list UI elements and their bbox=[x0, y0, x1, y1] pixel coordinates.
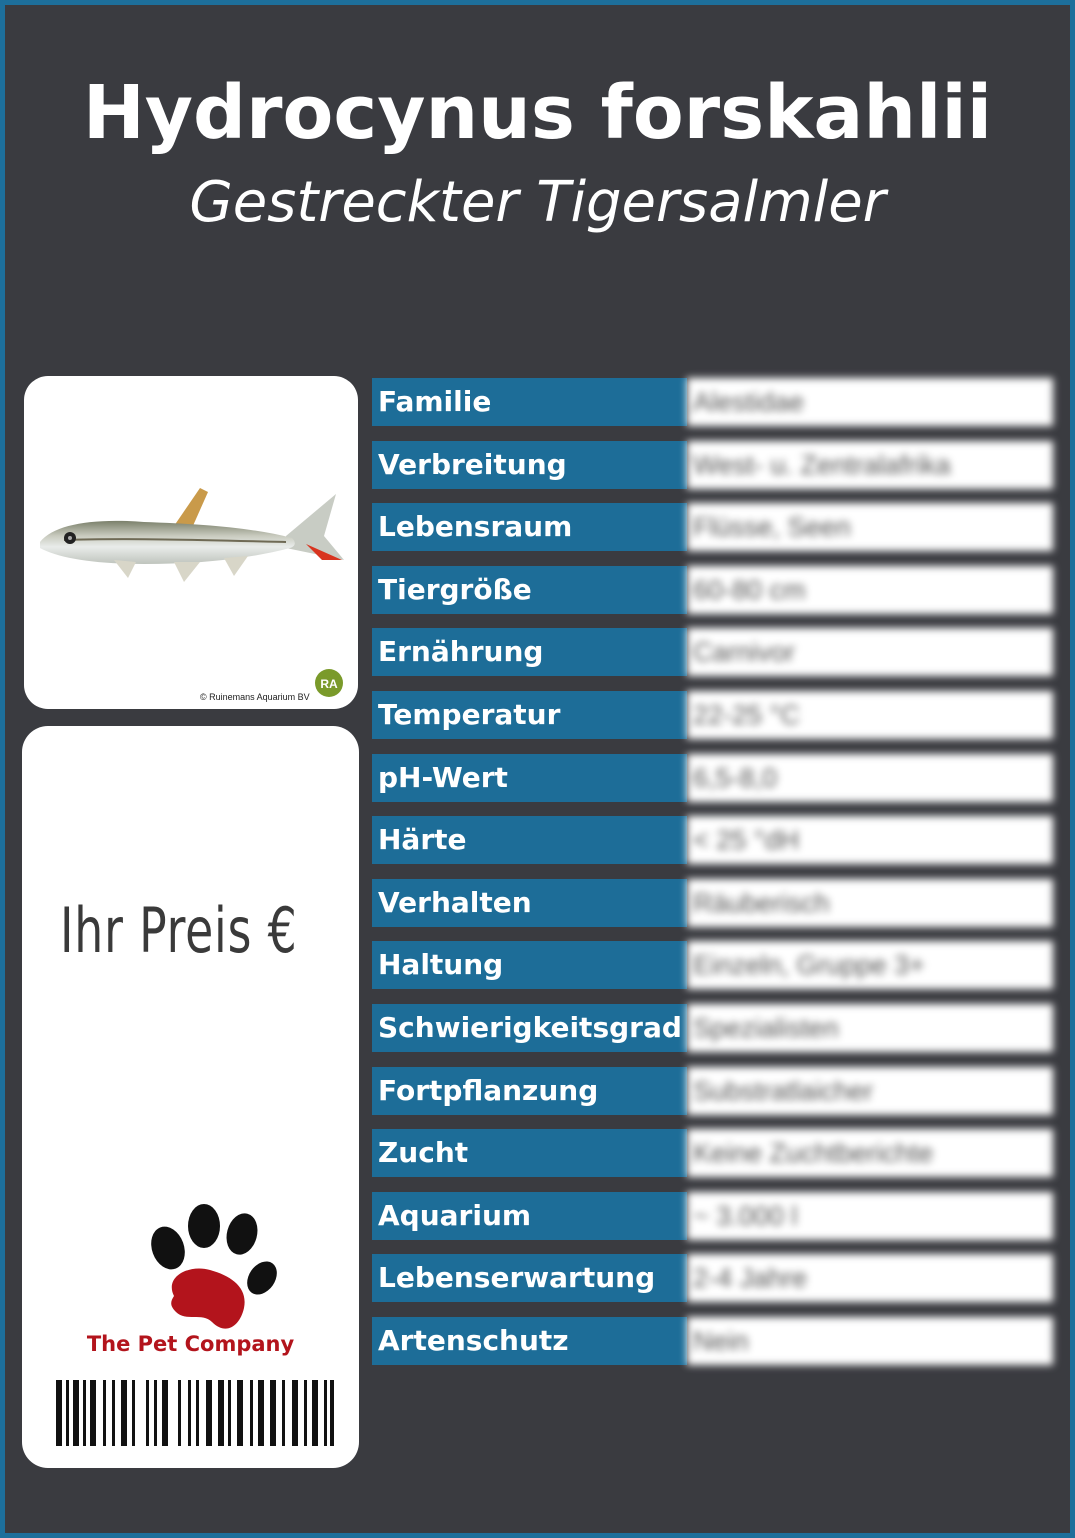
fact-value: ~ 3.000 l bbox=[687, 1192, 1053, 1240]
fact-value: 22-25 °C bbox=[687, 691, 1053, 739]
fact-value: < 25 °dH bbox=[687, 816, 1053, 864]
price-label: Ihr Preis € bbox=[60, 894, 298, 967]
fact-row bbox=[372, 378, 1053, 426]
fact-value: West- u. Zentralafrika bbox=[687, 441, 1053, 489]
fact-row bbox=[372, 1067, 1053, 1115]
fact-value: 2-4 Jahre bbox=[687, 1254, 1053, 1302]
fact-row bbox=[372, 1129, 1053, 1177]
fact-label: Ernährung bbox=[372, 628, 687, 676]
fact-label: Schwierigkeitsgrad bbox=[372, 1004, 687, 1052]
fact-value: Spezialisten bbox=[687, 1004, 1053, 1052]
fact-value: Räuberisch bbox=[687, 879, 1053, 927]
fact-label: Aquarium bbox=[372, 1192, 687, 1240]
fact-label: Lebenserwartung bbox=[372, 1254, 687, 1302]
fact-value: Carnivor bbox=[687, 628, 1053, 676]
fact-row bbox=[372, 691, 1053, 739]
fact-label: Zucht bbox=[372, 1129, 687, 1177]
common-name-subtitle: Gestreckter Tigersalmler bbox=[189, 170, 886, 235]
company-name: The Pet Company bbox=[86, 1332, 295, 1356]
photo-credit: © Ruinemans Aquarium BV bbox=[200, 692, 310, 702]
barcode-icon bbox=[56, 1380, 334, 1446]
fact-value: Flüsse, Seen bbox=[687, 503, 1053, 551]
fact-value: Einzeln, Gruppe 3+ bbox=[687, 941, 1053, 989]
fact-row bbox=[372, 1254, 1053, 1302]
fact-row bbox=[372, 879, 1053, 927]
fact-row bbox=[372, 503, 1053, 551]
paw-logo-icon bbox=[134, 1204, 284, 1344]
fact-row bbox=[372, 628, 1053, 676]
fish-image bbox=[24, 436, 358, 696]
fact-row bbox=[372, 816, 1053, 864]
fact-label: Fortpflanzung bbox=[372, 1067, 687, 1115]
fact-label: pH-Wert bbox=[372, 754, 687, 802]
fact-value: Alestidae bbox=[687, 378, 1053, 426]
fact-value: 60-80 cm bbox=[687, 566, 1053, 614]
fact-row bbox=[372, 1004, 1053, 1052]
fact-label: Verhalten bbox=[372, 879, 687, 927]
fact-row bbox=[372, 1317, 1053, 1365]
fish-photo-card bbox=[24, 376, 358, 709]
fact-label: Artenschutz bbox=[372, 1317, 687, 1365]
fact-value: Keine Zuchtberichte bbox=[687, 1129, 1053, 1177]
fact-label: Lebensraum bbox=[372, 503, 687, 551]
fact-label: Familie bbox=[372, 378, 687, 426]
fact-label: Tiergröße bbox=[372, 566, 687, 614]
fact-label: Haltung bbox=[372, 941, 687, 989]
fact-label: Härte bbox=[372, 816, 687, 864]
fact-value: Substratlaicher bbox=[687, 1067, 1053, 1115]
logo-text: RA bbox=[320, 677, 338, 691]
fact-label: Temperatur bbox=[372, 691, 687, 739]
fact-row bbox=[372, 754, 1053, 802]
fact-row bbox=[372, 441, 1053, 489]
ruinemans-logo-icon bbox=[314, 668, 344, 698]
fact-label: Verbreitung bbox=[372, 441, 687, 489]
fact-row bbox=[372, 941, 1053, 989]
fact-row bbox=[372, 1192, 1053, 1240]
fact-row bbox=[372, 566, 1053, 614]
species-title: Hydrocynus forskahlii bbox=[82, 70, 993, 156]
price-card bbox=[22, 726, 359, 1468]
fact-value: Nein bbox=[687, 1317, 1053, 1365]
fact-value: 6,5-8,0 bbox=[687, 754, 1053, 802]
